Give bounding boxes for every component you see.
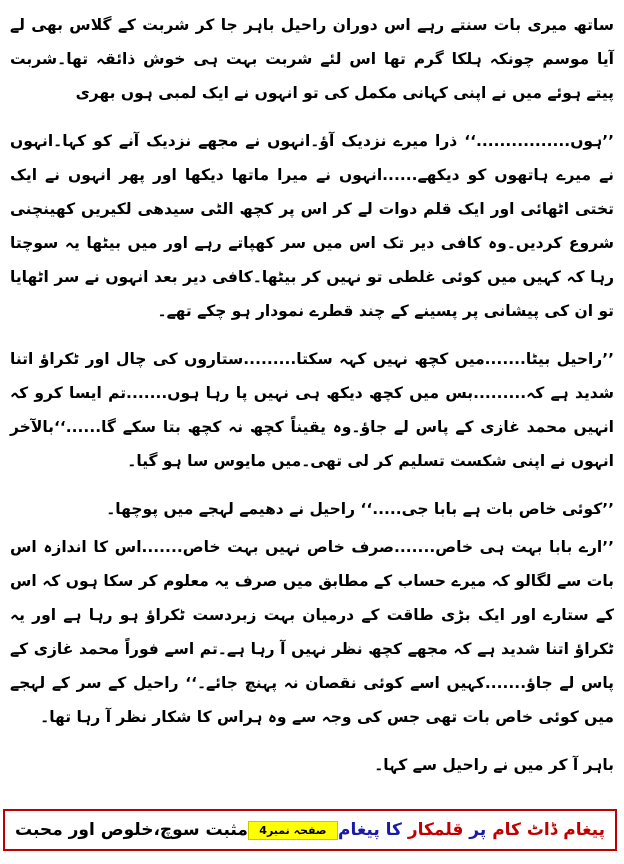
footer-brand-message: کا پیغام [337,820,408,840]
footer-slogan: مثبت سوچ،خلوص اور محبت [15,820,248,840]
story-paragraph-3: ’’راحیل بیٹا.......میں کچھ نہیں کہہ سکتا.........ستاروں کی چال اور ٹکراؤ اتنا شدید ہے کہ.........بس میں کچھ دیکھ ہی نہیں پا رہا ہوں.......تم ایسا کرو کہ انہیں محمد غازی کے پاس لے جاؤ۔وہ یقیناً کچھ نہ کچھ بتا سکے گا......‘‘بالآخر انہوں نے اپنی شکست تسلیم کر لی تھی۔میں مایوس سا ہو گیا۔ [10,350,614,470]
page-footer [3,809,617,851]
footer-brand-writer: قلمکار [407,820,464,840]
footer-brand-connector: پر [463,820,493,840]
story-paragraph-1: ساتھ میری بات سنتے رہے اس دوران راحیل باہر جا کر شربت کے گلاس بھی لے آیا موسم چونکہ ہلکا گرم تھا اس لئے شربت بہت ہی خوش ذائقہ تھا۔شربت پیتے ہوئے میں نے اپنی کہانی مکمل کی تو انہوں نے ایک لمبی ہوں بھری [10,16,614,102]
story-paragraph-2: ’’ہوں................‘‘ ذرا میرے نزدیک آؤ۔انہوں نے مجھے نزدیک آنے کو کہا۔انہوں نے میرے ہاتھوں کو دیکھے......انہوں نے میرا ماتھا دیکھا اور پھر انہوں نے ایک تختی اٹھائی اور ایک قلم دوات لے کر اس پر کچھ الٹی سیدھی لکیریں کھینچنی شروع کردیں۔وہ کافی دیر تک اس میں سر کھپاتے رہے اور میں بیٹھا یہ سوچتا رہا کہ کہیں میں کوئی غلطی تو نہیں کر بیٹھا۔کافی دیر بعد انہوں نے سر اٹھایا تو ان کی پیشانی پر پسینے کے چند قطرے نمودار ہو چکے تھے۔ [10,132,614,320]
story-text [10,8,614,784]
footer-brand-site: پیغام ڈاٹ کام [492,820,605,840]
story-paragraph-5: ’’ارے بابا بہت ہی خاص.......صرف خاص نہیں بہت خاص.......اس کا اندازہ اس بات سے لگالو کہ میرے حساب کے مطابق میں صرف یہ معلوم کر سکا ہوں کہ اس کے ستارے اور ایک بڑی طاقت کے درمیان بہت زبردست ٹکراؤ ہو رہا ہے اور یہ ٹکراؤ اتنا شدید ہے کہ مجھے کچھ نظر نہیں آ رہا ہے۔تم اسے فوراً محمد غازی کے پاس لے جاؤ.......کہیں اسے کوئی نقصان نہ پہنچ جائے۔‘‘ راحیل کے سر کے لہجے میں کوئی خاص بات تھی جس کی وجہ سے وہ ہراس کا شکار نظر آ رہا تھا۔ [10,538,614,726]
story-paragraph-4: ’’کوئی خاص بات ہے بابا جی.....‘‘ راحیل نے دھیمے لہجے میں پوچھا۔ [106,500,614,518]
footer-brand [338,820,605,840]
story-paragraph-6: باہر آ کر میں نے راحیل سے کہا۔ [374,756,614,774]
page-number-badge: صفحہ نمبر4 [248,821,337,840]
